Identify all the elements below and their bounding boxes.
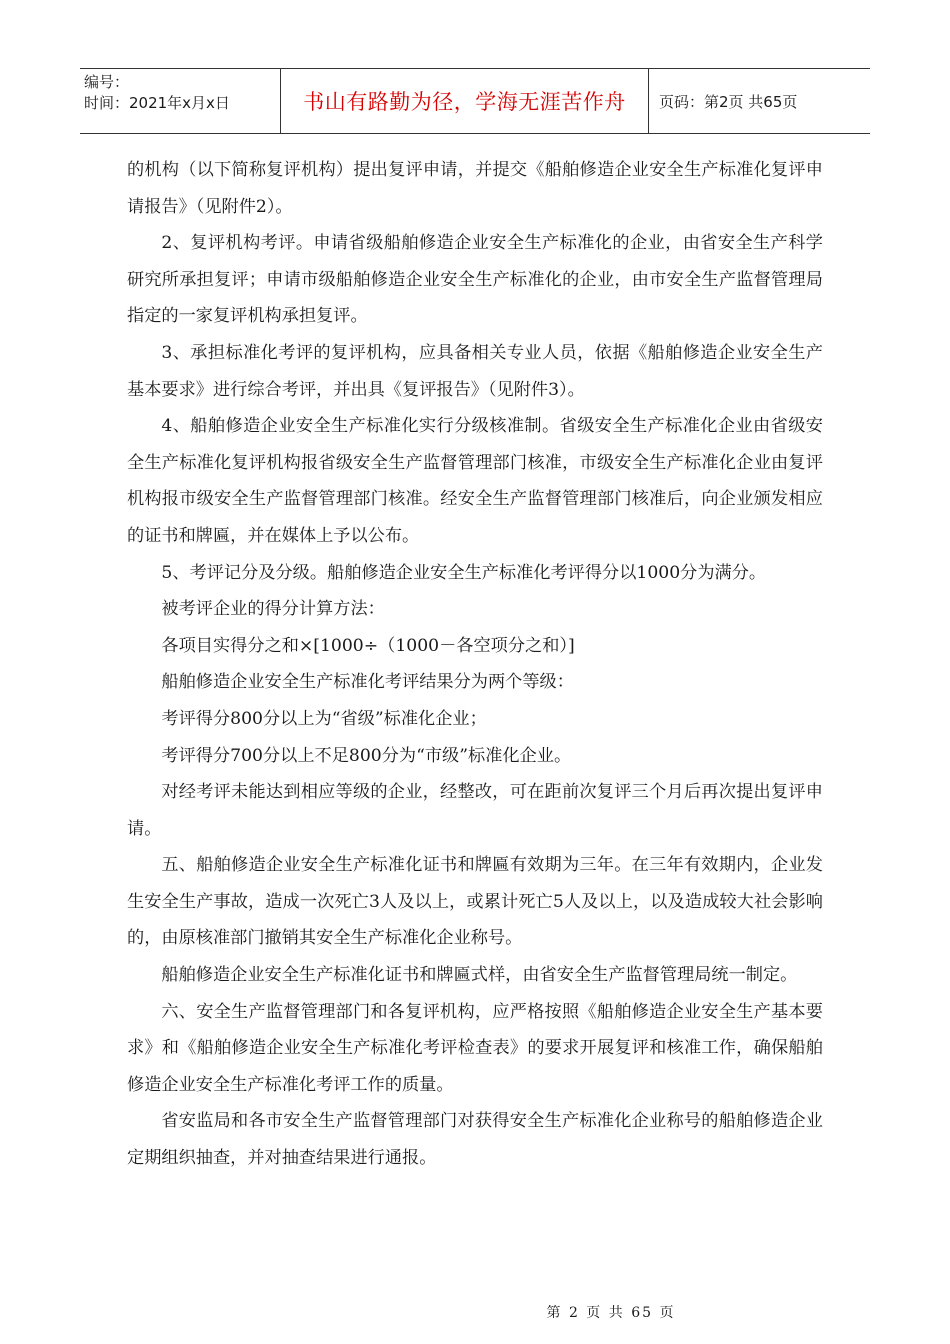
paragraph: 被考评企业的得分计算方法： [161, 599, 385, 620]
paragraph: 5、考评记分及分级。船舶修造企业安全生产标准化考评得分以1000分为满分。 [161, 562, 767, 583]
formula-line: 各项目实得分之和×[1000÷（1000－各空项分之和）] [161, 635, 575, 656]
paragraph: 船舶修造企业安全生产标准化考评结果分为两个等级： [161, 672, 574, 693]
document-body [127, 152, 823, 1177]
page-header [80, 68, 870, 134]
paragraph: 考评得分800分以上为“省级”标准化企业； [161, 708, 487, 729]
paragraph: 省安监局和各市安全生产监督管理部门对获得安全生产标准化企业称号的船舶修造企业定期组织抽查，并对抽查结果进行通报。 [127, 1111, 823, 1169]
paragraph: 2、复评机构考评。申请省级船舶修造企业安全生产标准化的企业，由省安全生产科学研究所承担复评；申请市级船舶修造企业安全生产标准化的企业，由市安全生产监督管理局指定的一家复评机构承担复评。 [127, 233, 823, 327]
paragraph: 考评得分700分以上不足800分为“市级”标准化企业。 [161, 745, 572, 766]
page-footer: 第 2 页 共 65 页 [546, 1305, 676, 1321]
paragraph: 船舶修造企业安全生产标准化证书和牌匾式样，由省安全生产监督管理局统一制定。 [161, 965, 798, 986]
header-meta [80, 69, 281, 133]
paragraph: 六、安全生产监督管理部门和各复评机构，应严格按照《船舶修造企业安全生产基本要求》和《船舶修造企业安全生产标准化考评检查表》的要求开展复评和核准工作，确保船舶修造企业安全生产标准化考评工作的质量。 [127, 1001, 823, 1095]
paragraph: 的机构（以下简称复评机构）提出复评申请，并提交《船舶修造企业安全生产标准化复评申请报告》（见附件2）。 [127, 160, 823, 217]
header-motto: 书山有路勤为径，学海无涯苦作舟 [281, 69, 649, 133]
document-date-label: 时间：2021年x月x日 [84, 94, 230, 112]
paragraph: 对经考评未能达到相应等级的企业，经整改，可在距前次复评三个月后再次提出复评申请。 [127, 782, 823, 839]
document-number-label: 编号： [84, 73, 130, 91]
paragraph: 4、船舶修造企业安全生产标准化实行分级核准制。省级安全生产标准化企业由省级安全生产标准化复评机构报省级安全生产监督管理部门核准，市级安全生产标准化企业由复评机构报市级安全生产监督管理部门核准。经安全生产监督管理部门核准后，向企业颁发相应的证书和牌匾，并在媒体上予以公布。 [127, 416, 823, 546]
header-page-number: 页码：第2页 共65页 [659, 92, 798, 111]
paragraph: 五、船舶修造企业安全生产标准化证书和牌匾有效期为三年。在三年有效期内，企业发生安全生产事故，造成一次死亡3人及以上，或累计死亡5人及以上，以及造成较大社会影响的，由原核准部门撤销其安全生产标准化企业称号。 [127, 855, 823, 949]
paragraph: 3、承担标准化考评的复评机构，应具备相关专业人员，依据《船舶修造企业安全生产基本要求》进行综合考评，并出具《复评报告》（见附件3）。 [127, 342, 823, 400]
